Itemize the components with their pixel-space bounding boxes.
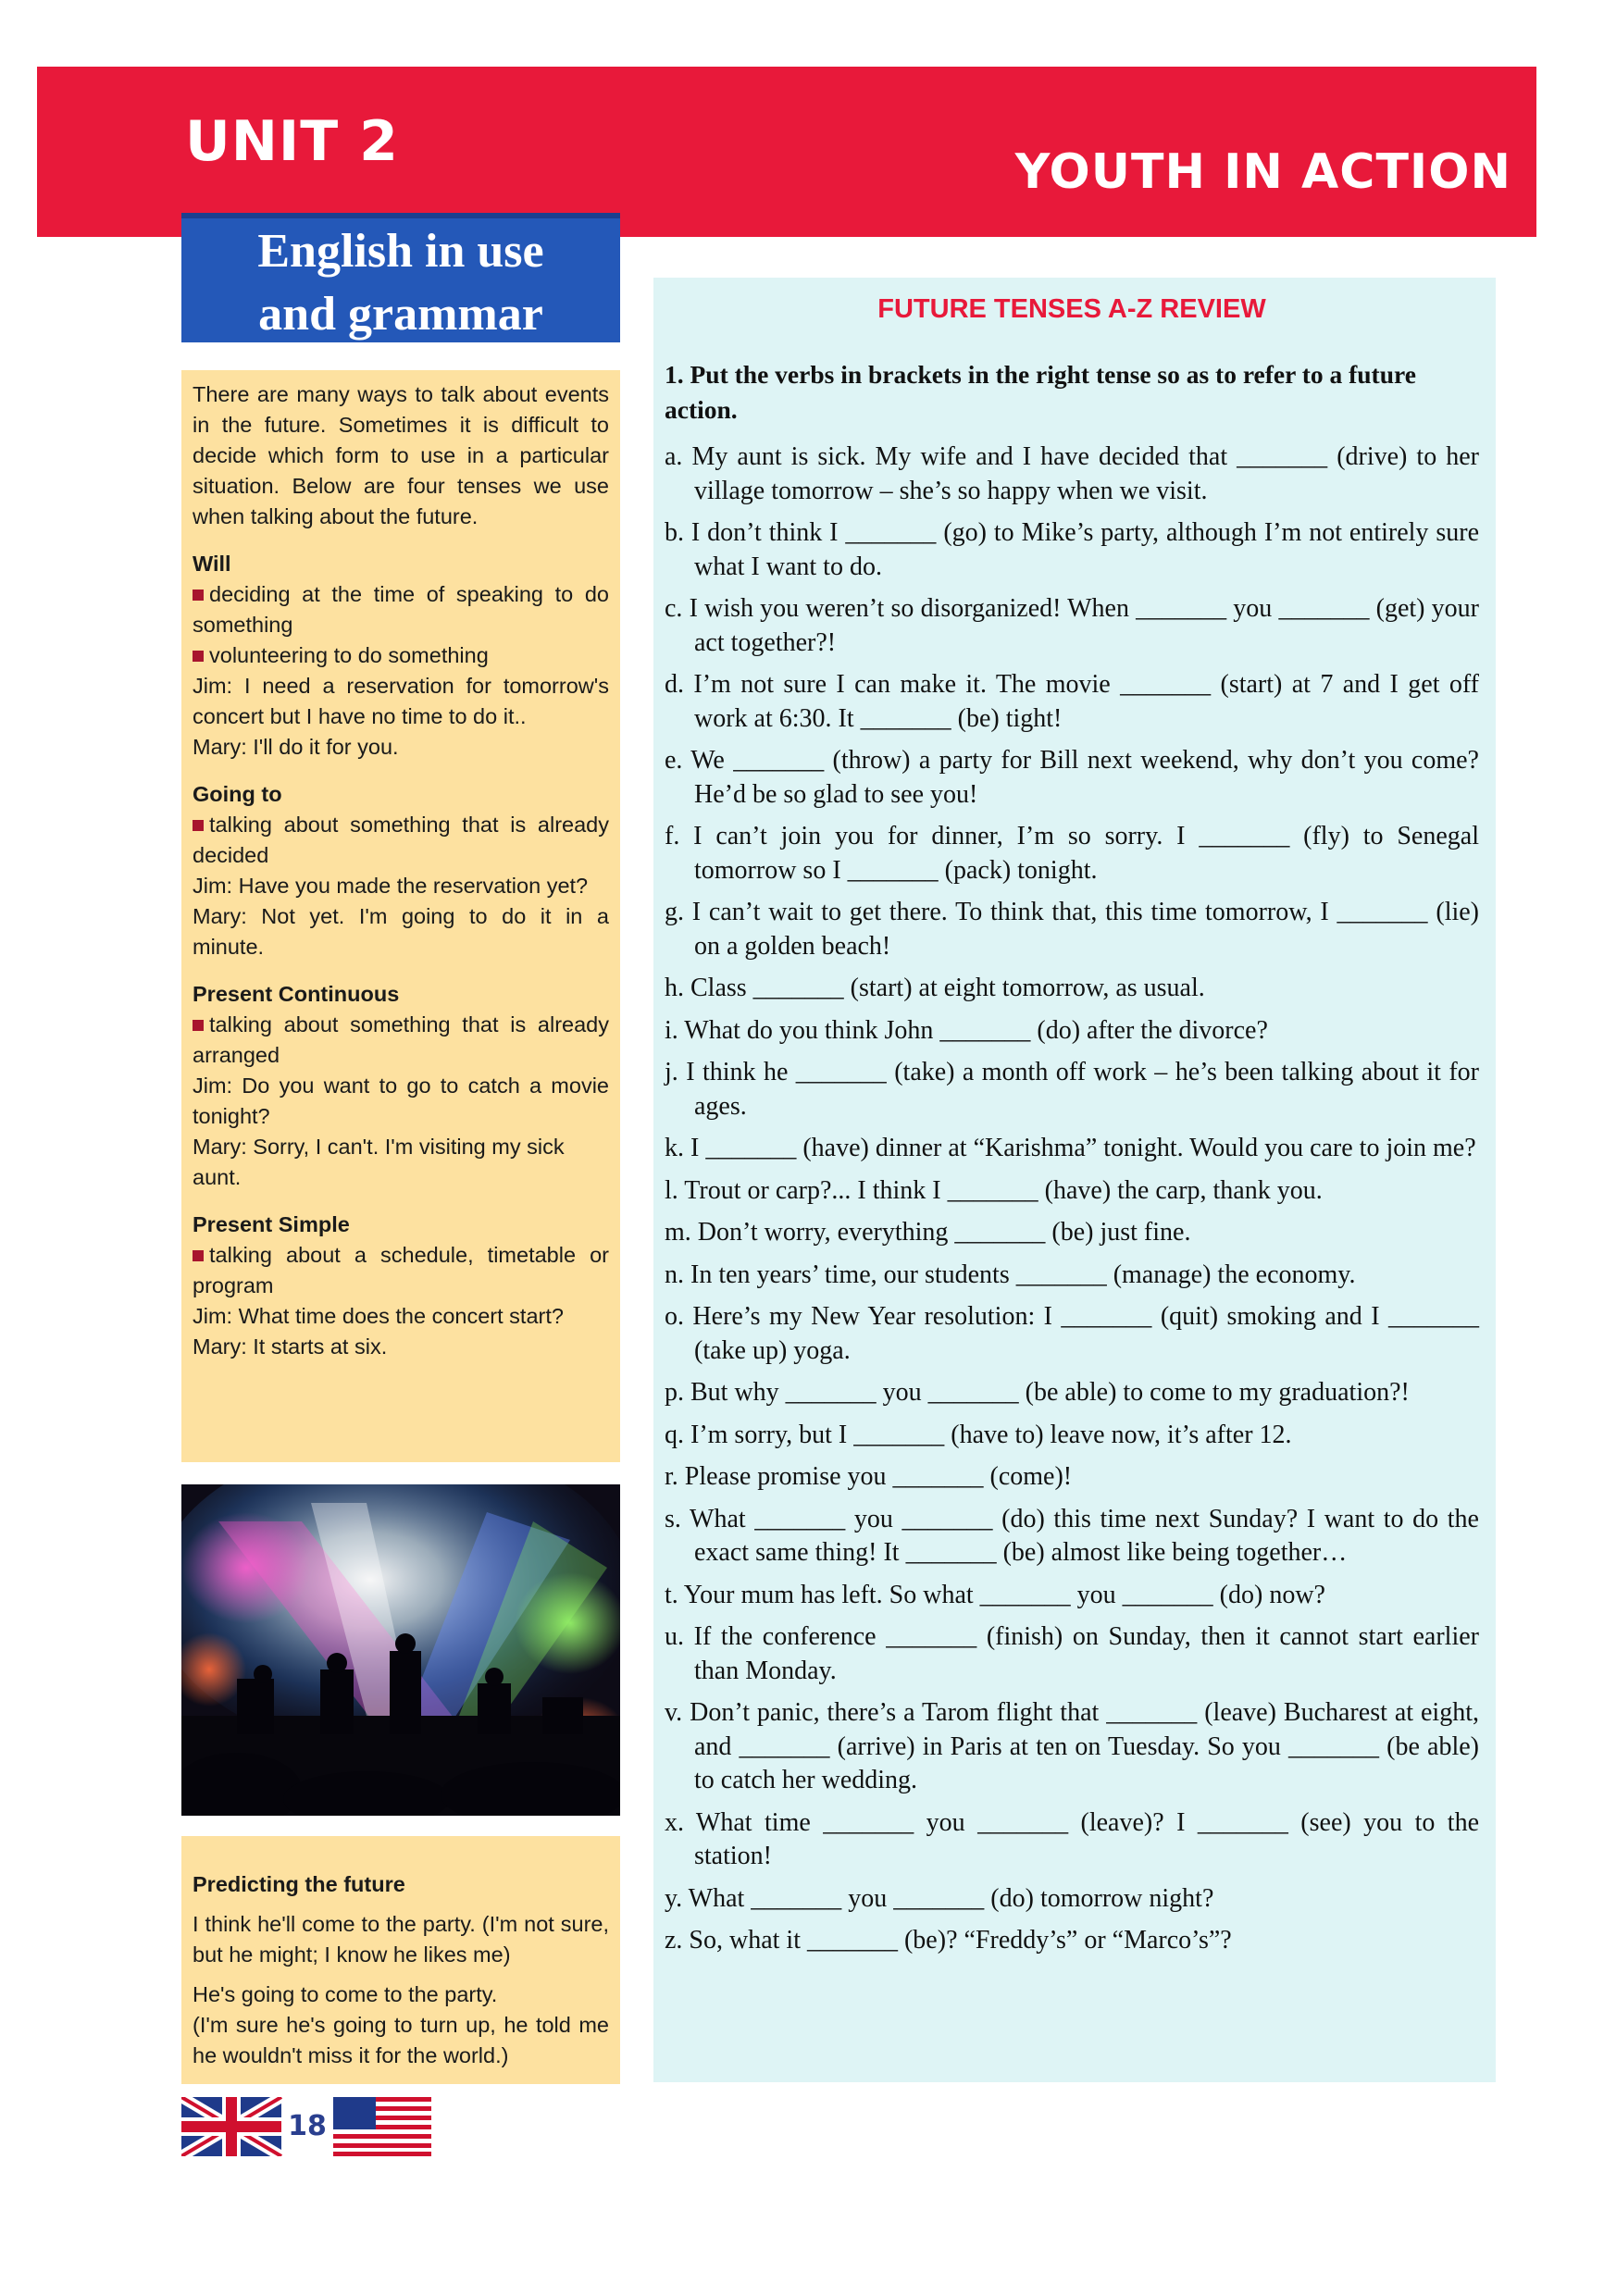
exercise-instruction: 1. Put the verbs in brackets in the right tense so as to refer to a future action.	[665, 360, 1416, 424]
present-simple-example-2: Mary: It starts at six.	[193, 1334, 388, 1359]
predicting-heading: Predicting the future	[193, 1872, 405, 1896]
present-continuous-heading: Present Continuous	[193, 982, 400, 1006]
will-bullet-1	[193, 579, 609, 640]
exercise-item: r. Please promise you _______ (come)!	[665, 1462, 1073, 1491]
exercise-item: m. Don’t worry, everything _______ (be) just fine.	[665, 1218, 1191, 1247]
exercise-item: k. I _______ (have) dinner at “Karishma” tonight. Would you care to join me?	[665, 1134, 1476, 1162]
exercise-item: t. Your mum has left. So what _______ you _______ (do) now?	[665, 1580, 1325, 1609]
exercise-item: n. In ten years’ time, our students _______ (manage) the economy.	[665, 1260, 1356, 1289]
page-number-badge	[181, 2097, 431, 2156]
present-simple-example-1: Jim: What time does the concert start?	[193, 1304, 564, 1328]
will-bullet-2	[193, 640, 609, 671]
present-continuous-bullet-1	[193, 1010, 609, 1071]
exercise-item: y. What _______ you _______ (do) tomorrow night?	[665, 1883, 1214, 1913]
exercise-item: l. Trout or carp?... I think I _______ (have) the carp, thank you.	[665, 1175, 1323, 1205]
will-example-2: Mary: I'll do it for you.	[193, 735, 399, 759]
intro-text: There are many ways to talk about events in the future. Sometimes it is difficult to decide which form to use in a particular situation. Below are four tenses we use when talking about the future.	[193, 382, 609, 528]
exercise-items-list	[665, 441, 1479, 1958]
exercise-item: j. I think he _______ (take) a month off work – he’s been talking about it for ages.	[665, 1058, 1479, 1121]
exercise-item: g. I can’t wait to get there. To think that, this time tomorrow, I _______ (lie) on a golden beach!	[665, 898, 1479, 961]
exercise-item: u. If the conference _______ (finish) on Sunday, then it cannot start earlier than Monday.	[665, 1622, 1479, 1685]
exercise-item: s. What _______ you _______ (do) this time next Sunday? I want to do the exact same thing! It _______ (be) almost like being together…	[665, 1504, 1479, 1567]
present-continuous-example-1: Jim: Do you want to go to catch a movie tonight?	[193, 1074, 609, 1128]
grammar-title-line2: and grammar	[258, 288, 543, 341]
present-simple-bullet-1	[193, 1240, 609, 1301]
will-heading: Will	[193, 552, 231, 576]
present-simple-heading: Present Simple	[193, 1212, 350, 1236]
predicting-text-1: I think he'll come to the party. (I'm not sure, but he might; I know he likes me)	[193, 1912, 609, 1967]
bullet-icon	[193, 1250, 204, 1261]
exercise-item: d. I’m not sure I can make it. The movie _______ (start) at 7 and I get off work at 6:30. It _______ (be) tight!	[665, 670, 1479, 733]
present-simple-bullet-1-text: talking about a schedule, timetable or program	[193, 1243, 609, 1297]
page-number: 18	[281, 2108, 333, 2145]
exercise-item: f. I can’t join you for dinner, I’m so sorry. I _______ (fly) to Senegal tomorrow so I _______ (pack) tonight.	[665, 822, 1479, 885]
predicting-text-2: He's going to come to the party.	[193, 1982, 498, 2006]
will-bullet-1-text: deciding at the time of speaking to do something	[193, 582, 609, 637]
grammar-title-box	[181, 213, 620, 342]
exercise-item: h. Class _______ (start) at eight tomorrow, as usual.	[665, 974, 1205, 1002]
exercise-item: z. So, what it _______ (be)? “Freddy’s” or “Marco’s”?	[665, 1926, 1232, 1955]
concert-photo	[181, 1484, 620, 1816]
exercise-item: i. What do you think John _______ (do) after the divorce?	[665, 1015, 1268, 1045]
unit-title: UNIT 2	[185, 109, 399, 174]
predicting-future-panel	[181, 1836, 620, 2084]
going-to-bullet-1-text: talking about something that is already decided	[193, 813, 609, 867]
exercise-item: x. What time _______ you _______ (leave)? I _______ (see) you to the station!	[665, 1807, 1479, 1870]
exercise-item: p. But why _______ you _______ (be able) to come to my graduation?!	[665, 1378, 1410, 1407]
will-bullet-2-text: volunteering to do something	[209, 643, 489, 667]
going-to-heading: Going to	[193, 782, 282, 806]
bullet-icon	[193, 590, 204, 601]
exercise-item: q. I’m sorry, but I _______ (have to) leave now, it’s after 12.	[665, 1420, 1292, 1449]
exercise-item: c. I wish you weren’t so disorganized! When _______ you _______ (get) your act together?!	[665, 594, 1479, 657]
exercise-item: o. Here’s my New Year resolution: I _______ (quit) smoking and I _______ (take up) yoga.	[665, 1302, 1479, 1365]
bullet-icon	[193, 820, 204, 831]
will-example-1: Jim: I need a reservation for tomorrow's concert but I have no time to do it..	[193, 674, 609, 728]
present-continuous-example-2: Mary: Sorry, I can't. I'm visiting my sick aunt.	[193, 1135, 565, 1189]
grammar-notes-panel	[181, 370, 620, 1462]
present-continuous-bullet-1-text: talking about something that is already arranged	[193, 1012, 609, 1067]
exercise-item: a. My aunt is sick. My wife and I have decided that _______ (drive) to her village tomorrow – she’s so happy when we visit.	[665, 442, 1479, 505]
exercise-title: FUTURE TENSES A-Z REVIEW	[877, 294, 1266, 324]
exercise-item: b. I don’t think I _______ (go) to Mike’s party, although I’m not entirely sure what I want to do.	[665, 518, 1479, 581]
exercise-item: v. Don’t panic, there’s a Tarom flight that _______ (leave) Bucharest at eight, and _______ (arrive) in Paris at ten on Tuesday. So you _______ (be able) to catch her wedding.	[665, 1698, 1479, 1794]
grammar-title-line1: English in use	[257, 225, 544, 278]
going-to-bullet-1	[193, 810, 609, 871]
going-to-example-1: Jim: Have you made the reservation yet?	[193, 874, 589, 898]
bullet-icon	[193, 651, 204, 662]
going-to-example-2: Mary: Not yet. I'm going to do it in a minute.	[193, 904, 609, 959]
exercise-panel	[653, 278, 1496, 2082]
section-title: YOUTH IN ACTION	[1014, 144, 1511, 200]
exercise-item: e. We _______ (throw) a party for Bill next weekend, why don’t you come? He’d be so glad to see you!	[665, 746, 1479, 809]
predicting-text-3: (I'm sure he's going to turn up, he told me he wouldn't miss it for the world.)	[193, 2013, 609, 2067]
bullet-icon	[193, 1020, 204, 1031]
